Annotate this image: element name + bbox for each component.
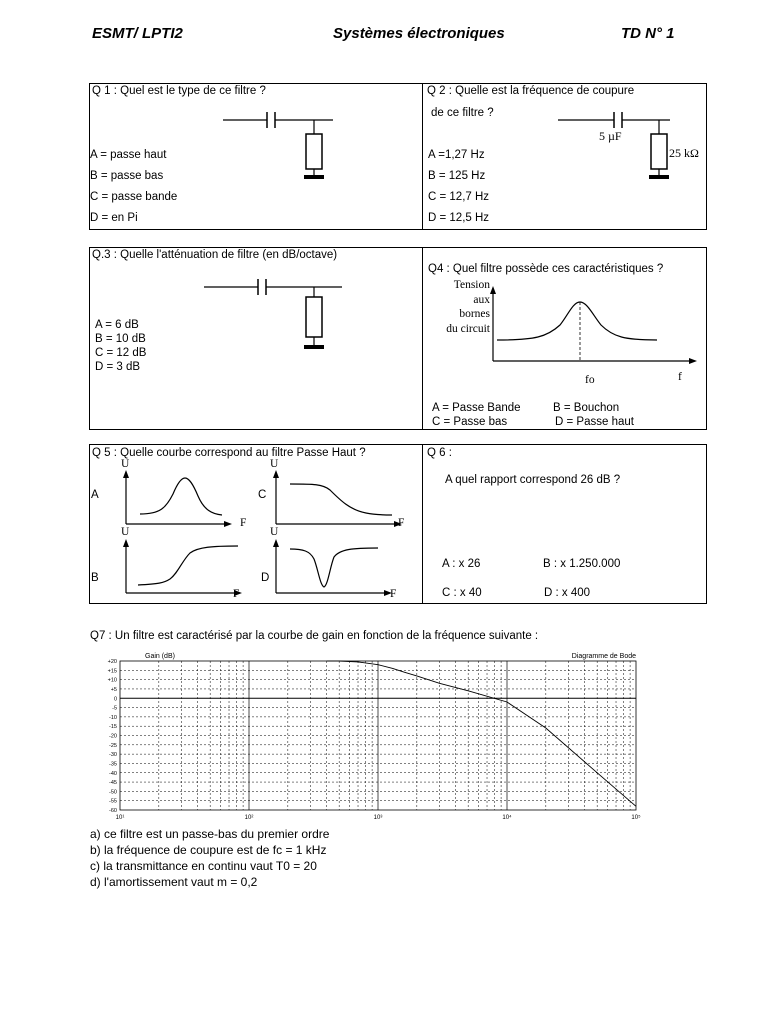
q5-graph-a-f: F <box>240 517 247 529</box>
q2-option-c[interactable]: C = 12,7 Hz <box>428 191 490 203</box>
q4-option-b[interactable]: B = Bouchon <box>553 402 620 414</box>
q3-option-b[interactable]: B = 10 dB <box>95 333 146 345</box>
header-right: TD N° 1 <box>621 25 675 42</box>
bode-y-tick-label: 0 <box>113 696 117 703</box>
bode-y-tick-label: +15 <box>107 668 117 675</box>
bode-y-tick-label: +5 <box>110 686 117 693</box>
q5-graph-b-f: F <box>233 588 240 600</box>
bode-x-tick-label: 10⁵ <box>631 815 641 821</box>
q6-option-d[interactable]: D : x 400 <box>544 587 591 599</box>
q5-graph-b <box>118 537 248 599</box>
q3-circuit <box>200 270 350 355</box>
bode-x-tick-label: 10² <box>244 815 254 821</box>
q1-option-a[interactable]: A = passe haut <box>90 149 167 161</box>
bode-ylabel: Gain (dB) <box>145 653 175 660</box>
q5-graph-d-u: U <box>270 526 279 538</box>
bode-x-tick-label: 10⁴ <box>502 815 512 821</box>
q7-answer-a[interactable]: a) ce filtre est un passe-bas du premier ordre <box>90 827 330 841</box>
bode-y-tick-label: -10 <box>109 714 117 721</box>
q2-circuit <box>552 103 672 188</box>
q4-fo-label: fo <box>585 374 595 386</box>
q2-question-line1: Q 2 : Quelle est la fréquence de coupure <box>427 85 635 97</box>
header-center: Systèmes électroniques <box>333 25 505 42</box>
q7-answer-d[interactable]: d) l'amortissement vaut m = 0,2 <box>90 875 258 889</box>
bode-y-tick-labels <box>108 659 117 814</box>
q4-f-label: f <box>678 371 682 383</box>
q5-label-d: D <box>261 572 270 584</box>
q1-question: Q 1 : Quel est le type de ce filtre ? <box>92 85 266 97</box>
bode-y-tick-label: +20 <box>107 659 117 665</box>
q6-option-b[interactable]: B : x 1.250.000 <box>543 558 621 570</box>
bode-x-tick-labels <box>116 814 641 821</box>
q5-graph-b-u: U <box>121 526 130 538</box>
bode-title: Diagramme de Bode <box>571 653 636 660</box>
bode-y-tick-label: -40 <box>109 770 117 777</box>
q5-label-a: A <box>91 489 99 501</box>
q3-option-d[interactable]: D = 3 dB <box>95 361 141 373</box>
q5-q6-divider <box>422 444 423 604</box>
bode-y-tick-label: -20 <box>109 733 117 740</box>
q1-option-d[interactable]: D = en Pi <box>90 212 138 224</box>
bode-chart <box>90 647 650 819</box>
q4-option-c[interactable]: C = Passe bas <box>432 416 508 428</box>
q5-graph-c <box>268 468 408 530</box>
bode-y-tick-label: +10 <box>107 677 117 684</box>
q1-circuit <box>215 103 335 188</box>
q2-option-d[interactable]: D = 12,5 Hz <box>428 212 490 224</box>
q4-ylabel <box>425 278 490 336</box>
q4-option-a[interactable]: A = Passe Bande <box>432 402 521 414</box>
q5-graph-a-u: U <box>121 458 130 470</box>
q5-label-b: B <box>91 572 99 584</box>
q4-graph <box>485 285 700 380</box>
q5-graph-d-f: F <box>390 588 397 600</box>
q2-capacitor-label: 5 µF <box>599 129 622 143</box>
q6-option-a[interactable]: A : x 26 <box>442 558 481 570</box>
q1-option-b[interactable]: B = passe bas <box>90 170 164 182</box>
bode-y-tick-label: -15 <box>109 724 117 731</box>
q6-question: Q 6 : <box>427 447 452 459</box>
q3-question: Q.3 : Quelle l'atténuation de filtre (en dB/octave) <box>92 249 338 261</box>
q1-option-c[interactable]: C = passe bande <box>90 191 178 203</box>
q2-question-line2: de ce filtre ? <box>431 107 494 119</box>
q2-option-b[interactable]: B = 125 Hz <box>428 170 486 182</box>
q5-graph-c-f: F <box>398 517 405 529</box>
bode-y-tick-label: -35 <box>109 761 117 768</box>
header-left: ESMT/ LPTI2 <box>92 25 183 42</box>
q3-q4-divider <box>422 247 423 430</box>
q4-option-d[interactable]: D = Passe haut <box>555 416 634 428</box>
q5-graph-c-u: U <box>270 458 279 470</box>
q3-option-a[interactable]: A = 6 dB <box>95 319 139 331</box>
q4-question: Q4 : Quel filtre possède ces caractéristiques ? <box>428 263 664 275</box>
q6-option-c[interactable]: C : x 40 <box>442 587 482 599</box>
q6-prompt: A quel rapport correspond 26 dB ? <box>445 474 621 486</box>
q5-graph-a <box>118 468 238 530</box>
q2-resistor-label: 25 kΩ <box>669 146 699 160</box>
bode-y-tick-label: -30 <box>109 752 117 759</box>
bode-y-tick-label: -60 <box>109 808 117 814</box>
q7-answer-b[interactable]: b) la fréquence de coupure est de fc = 1 kHz <box>90 843 327 857</box>
q5-question: Q 5 : Quelle courbe correspond au filtre Passe Haut ? <box>92 447 366 459</box>
bode-x-tick-label: 10¹ <box>115 815 125 821</box>
q4-ylabel-line2: aux <box>473 293 490 306</box>
q2-option-a[interactable]: A =1,27 Hz <box>428 149 485 161</box>
q3-option-c[interactable]: C = 12 dB <box>95 347 147 359</box>
q7-question: Q7 : Un filtre est caractérisé par la courbe de gain en fonction de la fréquence suivante : <box>90 630 539 642</box>
q7-answer-c[interactable]: c) la transmittance en continu vaut T0 = 20 <box>90 859 317 873</box>
q5-graph-d <box>268 537 398 599</box>
bode-y-tick-label: -45 <box>109 780 117 787</box>
q4-ylabel-line3: bornes <box>459 308 490 320</box>
bode-y-tick-label: -5 <box>112 705 117 712</box>
bode-y-tick-label: -25 <box>109 742 117 749</box>
q5-label-c: C <box>258 489 267 501</box>
bode-x-tick-label: 10³ <box>373 815 383 821</box>
q4-ylabel-line4: du circuit <box>446 322 490 335</box>
bode-y-tick-label: -50 <box>109 789 117 796</box>
bode-y-tick-label: -55 <box>109 798 117 805</box>
q1-q2-divider <box>422 83 423 230</box>
q4-ylabel-line1: Tension <box>453 279 490 291</box>
